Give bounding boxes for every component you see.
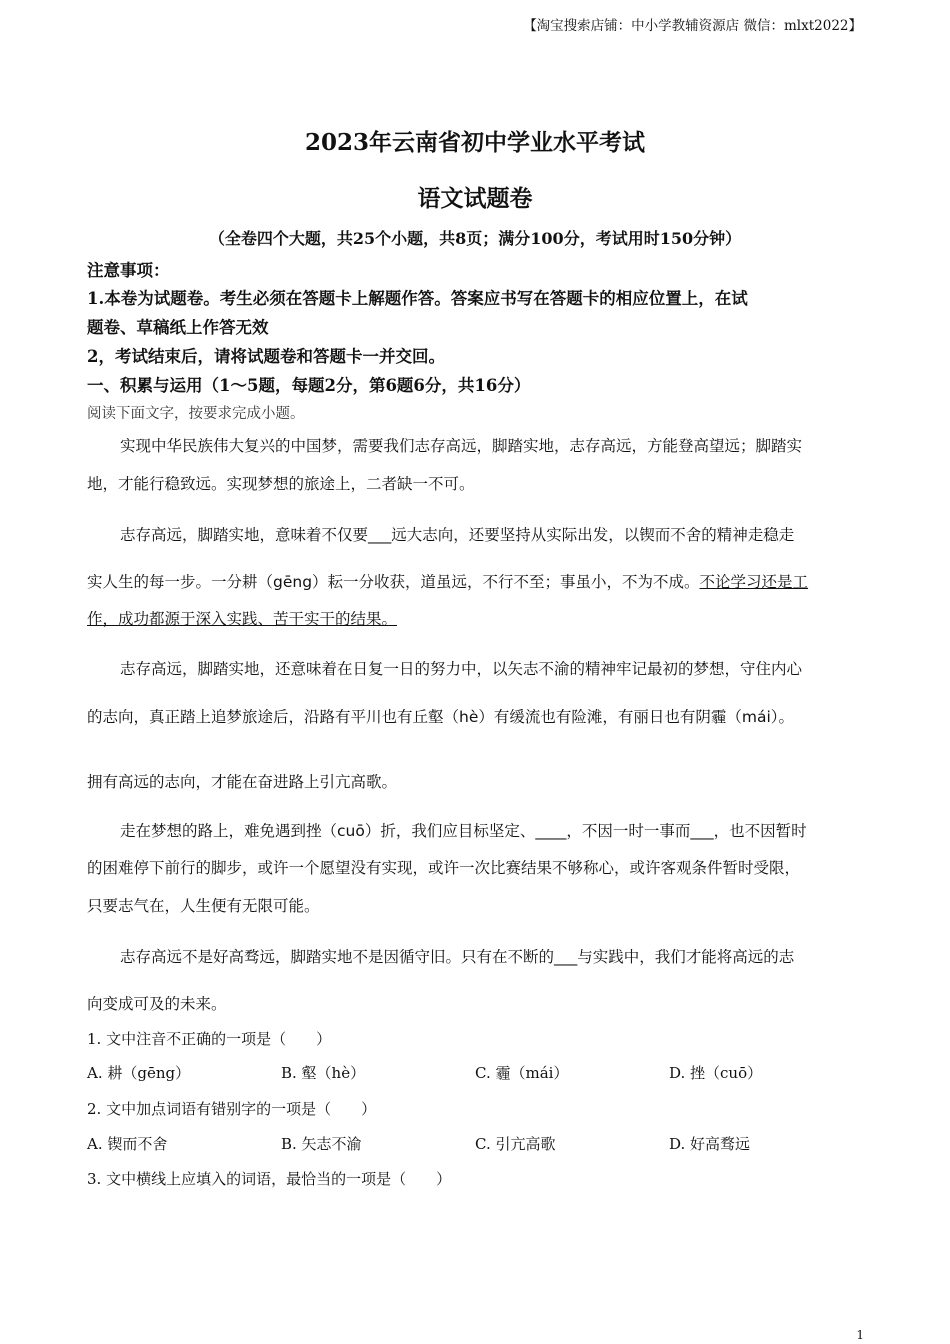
underlined-sentence-cont: 作，成功都源于深入实践、苦干实干的结果。: [87, 610, 398, 628]
passage-line: 的困难停下前行的脚步，或许一个愿望没有实现，或许一次比赛结果不够称心，或许客观条件暂时受限，: [87, 859, 801, 877]
section-heading: 一、积累与运用（1～5题，每题2分，第6题6分，共16分）: [87, 376, 531, 395]
page-number: 1: [856, 1328, 864, 1342]
question-1-option-d: D. 挫（cuō）: [669, 1064, 763, 1082]
exam-subtitle: 语文试题卷: [417, 185, 533, 212]
question-2-option-d: D. 好高骛远: [669, 1135, 751, 1153]
question-1-option-b: B. 壑（hè）: [281, 1064, 366, 1082]
passage-line: 志存高远不是好高骛远，脚踏实地不是因循守旧。只有在不断的___与实践中，我们才能将高远的志: [120, 948, 795, 966]
question-1-option-c: C. 霾（mái）: [475, 1064, 569, 1082]
passage-line: 实现中华民族伟大复兴的中国梦，需要我们志存高远，脚踏实地，志存高远，方能登高望远；脚踏实: [120, 437, 803, 455]
passage-line: 向变成可及的未来。: [87, 995, 227, 1013]
notice-item-2: 2，考试结束后，请将试题卷和答题卡一并交回。: [87, 347, 445, 366]
passage-line: 只要志气在，人生便有无限可能。: [87, 897, 320, 915]
notice-item-1-cont: 题卷、草稿纸上作答无效: [87, 318, 269, 337]
question-2-option-a: A. 锲而不舍: [87, 1135, 168, 1153]
underlined-sentence: 不论学习还是工: [699, 573, 809, 591]
passage-text: 实人生的每一步。一分耕（gēng）耘一分收获，道虽远，不行不至；事虽小，不为不成。: [87, 573, 700, 591]
question-2-option-b: B. 矢志不渝: [281, 1135, 362, 1153]
question-1-option-a: A. 耕（gēng）: [87, 1064, 191, 1082]
header-note: 【淘宝搜索店铺：中小学教辅资源店 微信：mlxt2022】: [523, 18, 862, 34]
question-2-stem: 2. 文中加点词语有错别字的一项是（ ）: [87, 1100, 377, 1118]
question-1-stem: 1. 文中注音不正确的一项是（ ）: [87, 1030, 332, 1048]
passage-line: 志存高远，脚踏实地，还意味着在日复一日的努力中，以矢志不渝的精神牢记最初的梦想，守住内心: [120, 660, 803, 678]
passage-line: 拥有高远的志向，才能在奋进路上引亢高歌。: [87, 773, 398, 791]
exam-info: （全卷四个大题，共25个小题，共8页；满分100分，考试用时150分钟）: [208, 229, 742, 248]
notice-item-1: 1.本卷为试题卷。考生必须在答题卡上解题作答。答案应书写在答题卡的相应位置上，在试: [87, 289, 748, 308]
passage-line: 志存高远，脚踏实地，意味着不仅要___远大志向，还要坚持从实际出发，以锲而不舍的精神走稳走: [120, 526, 795, 544]
notice-heading: 注意事项：: [87, 261, 170, 280]
instruction: 阅读下面文字，按要求完成小题。: [87, 406, 305, 422]
passage-line: 地，才能行稳致远。实现梦想的旅途上，二者缺一不可。: [87, 475, 475, 493]
exam-title: 2023年云南省初中学业水平考试: [304, 129, 645, 156]
passage-line: 走在梦想的路上，难免遇到挫（cuō）折，我们应目标坚定、____，不因一时一事而___，也不因暂时: [120, 822, 807, 840]
passage-line: 的志向，真正踏上追梦旅途后，沿路有平川也有丘壑（hè）有缓流也有险滩，有丽日也有阴霾（mái）。: [87, 708, 795, 726]
question-3-stem: 3. 文中横线上应填入的词语，最恰当的一项是（ ）: [87, 1170, 452, 1188]
question-2-option-c: C. 引亢高歌: [475, 1135, 556, 1153]
passage-line: [87, 570, 808, 592]
